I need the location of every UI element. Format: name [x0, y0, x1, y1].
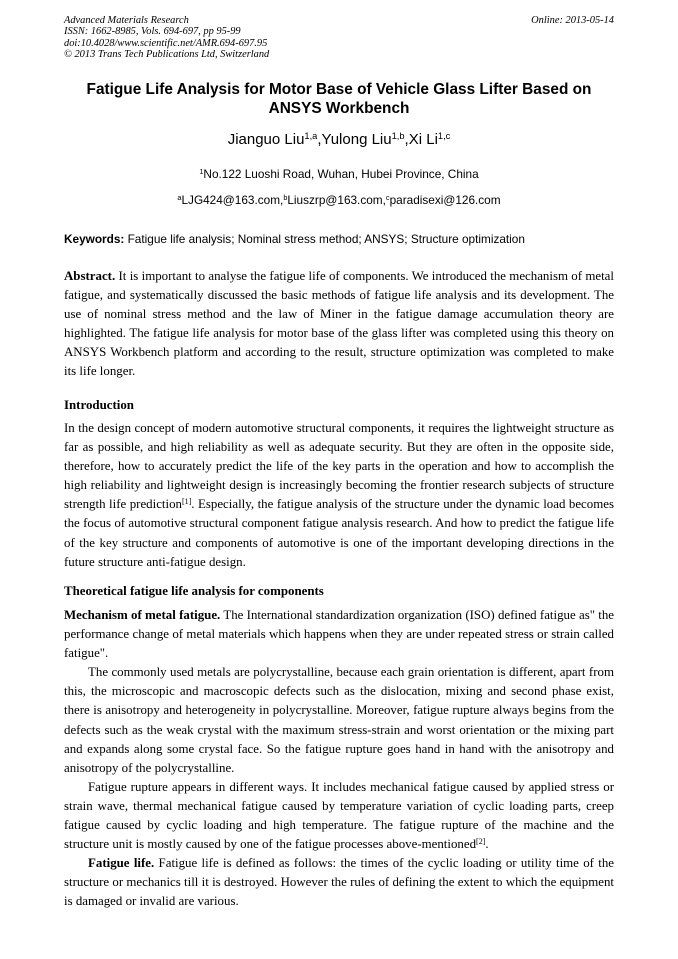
affil-text: No.122 Luoshi Road, Wuhan, Hubei Province, China: [203, 167, 479, 181]
author-name: Jianguo Liu: [227, 131, 305, 148]
intro-text-part2: . Especially, the fatigue analysis of the structure under the dynamic load becomes the focus of automotive structural component fatigue analysis research. And how to predict the fatigue life of the key structure and components of automotive is one of the important developing directions in the future structure anti-fatigue design.: [64, 497, 614, 569]
abstract-label: Abstract.: [64, 269, 116, 283]
abstract: [64, 267, 614, 382]
email-address[interactable]: Liuszrp@163.com: [287, 193, 383, 207]
theory-paragraph-3-end: .: [485, 837, 489, 852]
email-mark: a: [177, 193, 182, 203]
email-mark: b: [283, 193, 288, 203]
fatigue-life-label: Fatigue life.: [88, 856, 155, 871]
theory-paragraph-2: The commonly used metals are polycrystalline, because each grain orientation is different, apart from this, the microscopic and macroscopic defects such as the dislocation, mixing and second phase exist, there is anisotropy and heterogeneity in polycrystalline. Moreover, fatigue rupture always begins from the defects such as the weak crystal with the maximum stress-strain and worst orientation or the mixing part and expands along some crystal face. So the fatigue rupture goes hand in hand with the anisotropy and anisotropy of the polycrystalline.: [64, 665, 614, 775]
keywords: [64, 231, 614, 247]
journal-header: [64, 15, 614, 61]
author-affil-mark: 1,b: [391, 131, 405, 142]
introduction-body: [64, 419, 614, 572]
author-name: Xi Li: [408, 131, 438, 148]
citation-ref-1[interactable]: [1]: [181, 497, 192, 507]
email-mark: c: [385, 193, 390, 203]
author-name: Yulong Liu: [321, 131, 392, 148]
email-address[interactable]: LJG424@163.com: [181, 193, 281, 207]
email-list: $^a$LJG424@163.com,$^b$Liuszrp@163.com,$^c$paradisexi@126.com: [177, 193, 501, 207]
online-date: Online: 2013-05-14: [531, 15, 614, 26]
doi-line[interactable]: doi:10.4028/www.scientific.net/AMR.694-697.95: [64, 37, 268, 49]
paper-title: Fatigue Life Analysis for Motor Base of Vehicle Glass Lifter Based on ANSYS Workbench: [86, 81, 592, 117]
mechanism-label: Mechanism of metal fatigue.: [64, 608, 221, 622]
issn-line: ISSN: 1662-8985, Vols. 694-697, pp 95-99: [64, 26, 241, 38]
section-heading-theory: Theoretical fatigue life analysis for components: [64, 584, 324, 598]
author-affil-mark: 1,a: [304, 131, 318, 142]
theory-body: [64, 606, 614, 912]
affil-mark: 1: [199, 167, 204, 177]
fatigue-life-text: Fatigue life is defined as follows: the times of the cyclic loading or utility time of the structure or mechanics till it is destroyed. However the rules of defining the extent to which the equipment is damaged or invalid are various.: [64, 856, 614, 909]
keywords-text: Fatigue life analysis; Nominal stress method; ANSYS; Structure optimization: [127, 232, 525, 246]
mechanism-text: The International standardization organization (ISO) defined fatigue as" the performance change of metal materials which happens when they are under repeated stress or strain called fatigue".: [64, 608, 615, 661]
author-affil-mark: 1,c: [437, 131, 451, 142]
abstract-text: It is important to analyse the fatigue life of components. We introduced the mechanism of metal fatigue, and systematically discussed the basic methods of fatigue life analysis and its development. The use of nominal stress method and the law of Miner in the fatigue damage accumulation theory are highlighted. The fatigue life analysis for motor base of the glass lifter was completed using this theory on ANSYS Workbench platform and according to the result, structure optimization was completed to make its life longer.: [64, 269, 614, 379]
affiliation: [60, 166, 618, 182]
copyright-line: © 2013 Trans Tech Publications Ltd, Switzerland: [64, 49, 270, 61]
intro-text-part1: In the design concept of modern automotive structural components, it requires the lightweight structure as far as possible, and high reliability as well as adequate security. But they are often in the opposite side, therefore, how to accurately predict the life of the key parts in the operation and how to accomplish the high reliability and lightweight design is increasingly becoming the frontier research subjects of structure strength life prediction: [64, 421, 614, 512]
email-address[interactable]: paradisexi@126.com: [389, 193, 501, 207]
section-heading-introduction: Introduction: [64, 398, 134, 412]
citation-ref-2[interactable]: [2]: [476, 837, 486, 847]
author-list: Jianguo Liu$^{1,a}$,Yulong Liu$^{1,b}$,Xi Li$^{1,c}$: [227, 131, 451, 148]
theory-paragraph-3: Fatigue rupture appears in different ways. It includes mechanical fatigue caused by applied stress or strain wave, thermal mechanical fatigue caused by temperature variation of cyclic loading parts, creep fatigue caused by cyclic loading and high temperature. The fatigue rupture of the machine and the structure unit is mostly caused by one of the fatigue processes above-mentioned: [64, 779, 614, 852]
keywords-label: Keywords:: [64, 232, 125, 246]
journal-name: Advanced Materials Research: [64, 15, 189, 26]
